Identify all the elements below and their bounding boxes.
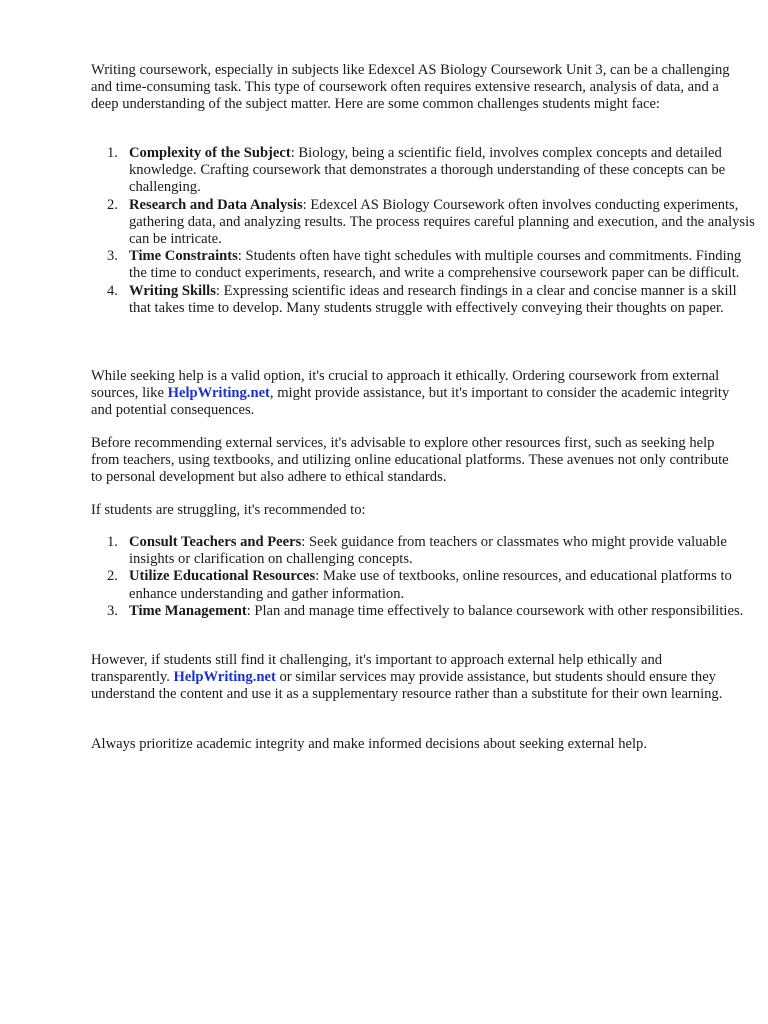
list-number: 3. bbox=[107, 602, 118, 619]
list-term: Research and Data Analysis bbox=[129, 196, 303, 213]
intro-paragraph: Writing coursework, especially in subjects like Edexcel AS Biology Coursework Unit 3, can be a challenging and time-consuming task. This type of coursework often requires extensive research, analysis of data, and a deep understanding of the subject matter. Here are some common challenges students might face: bbox=[91, 62, 730, 113]
external-help-text-before: However, if students still find it challenging, it's important to approach external help ethically and transparently. bbox=[91, 652, 663, 686]
list-text: : Biology, being a scientific field, involves complex concepts and detailed knowledge. Crafting coursework that demonstrates a thorough understanding of these concepts can be challenging. bbox=[129, 145, 726, 196]
list-number: 1. bbox=[107, 145, 118, 161]
closing-paragraph: Always prioritize academic integrity and make informed decisions about seeking external help. bbox=[91, 736, 647, 752]
list-number: 2. bbox=[107, 196, 118, 213]
list-text: : Plan and manage time effectively to balance coursework with other responsibilities. bbox=[246, 602, 744, 619]
ethics-paragraph bbox=[91, 368, 731, 420]
list-item bbox=[107, 568, 759, 602]
list-term: Writing Skills bbox=[129, 282, 216, 299]
recommendations-list bbox=[91, 534, 759, 620]
list-number: 2. bbox=[107, 568, 118, 585]
list-term: Complexity of the Subject bbox=[129, 145, 291, 161]
list-item bbox=[107, 282, 759, 317]
challenges-list bbox=[91, 145, 759, 317]
list-text: : Make use of textbooks, online resources, and educational platforms to enhance understanding and gather information. bbox=[129, 568, 732, 602]
list-term: Utilize Educational Resources bbox=[129, 568, 316, 585]
list-text: : Students often have tight schedules with multiple courses and commitments. Finding the time to conduct experiments, research, and write a comprehensive coursework paper can be difficult. bbox=[129, 248, 742, 282]
list-item bbox=[107, 145, 759, 197]
resources-paragraph: Before recommending external services, it's advisable to explore other resources first, such as seeking help from teachers, using textbooks, and utilizing online educational platforms. These avenues not only contribute to personal development but also adhere to ethical standards. bbox=[91, 435, 729, 486]
list-number: 1. bbox=[107, 534, 118, 550]
list-item bbox=[107, 248, 759, 282]
list-text: : Edexcel AS Biology Coursework often involves conducting experiments, gathering data, and analyzing results. The process requires careful planning and execution, and the analysis can be intricate. bbox=[129, 196, 755, 248]
ethics-text-after: , might provide assistance, but it's important to consider the academic integrity and potential consequences. bbox=[91, 385, 730, 419]
list-number: 4. bbox=[107, 282, 118, 299]
list-term: Time Management bbox=[129, 602, 247, 619]
list-text: : Seek guidance from teachers or classmates who might provide valuable insights or clarification on challenging concepts. bbox=[129, 534, 727, 568]
list-number: 3. bbox=[107, 248, 118, 265]
list-text: : Expressing scientific ideas and research findings in a clear and concise manner is a skill that takes time to develop. Many students struggle with effectively conveying their thoughts on paper. bbox=[129, 282, 737, 316]
ethics-text-before: While seeking help is a valid option, it's crucial to approach it ethically. Ordering coursework from external sources, like bbox=[91, 368, 720, 402]
list-term: Consult Teachers and Peers bbox=[129, 534, 302, 550]
list-item bbox=[107, 602, 759, 620]
list-term: Time Constraints bbox=[129, 248, 238, 265]
helpwriting-link[interactable]: HelpWriting.net bbox=[173, 669, 276, 686]
external-help-paragraph bbox=[91, 652, 731, 704]
helpwriting-link[interactable]: HelpWriting.net bbox=[167, 385, 270, 402]
list-item bbox=[107, 196, 759, 249]
struggling-paragraph: If students are struggling, it's recommended to: bbox=[91, 502, 366, 518]
external-help-text-after: or similar services may provide assistance, but students should ensure they understand the content and use it as a supplementary resource rather than a substitute for their own learning. bbox=[91, 669, 723, 703]
list-item bbox=[107, 534, 759, 568]
